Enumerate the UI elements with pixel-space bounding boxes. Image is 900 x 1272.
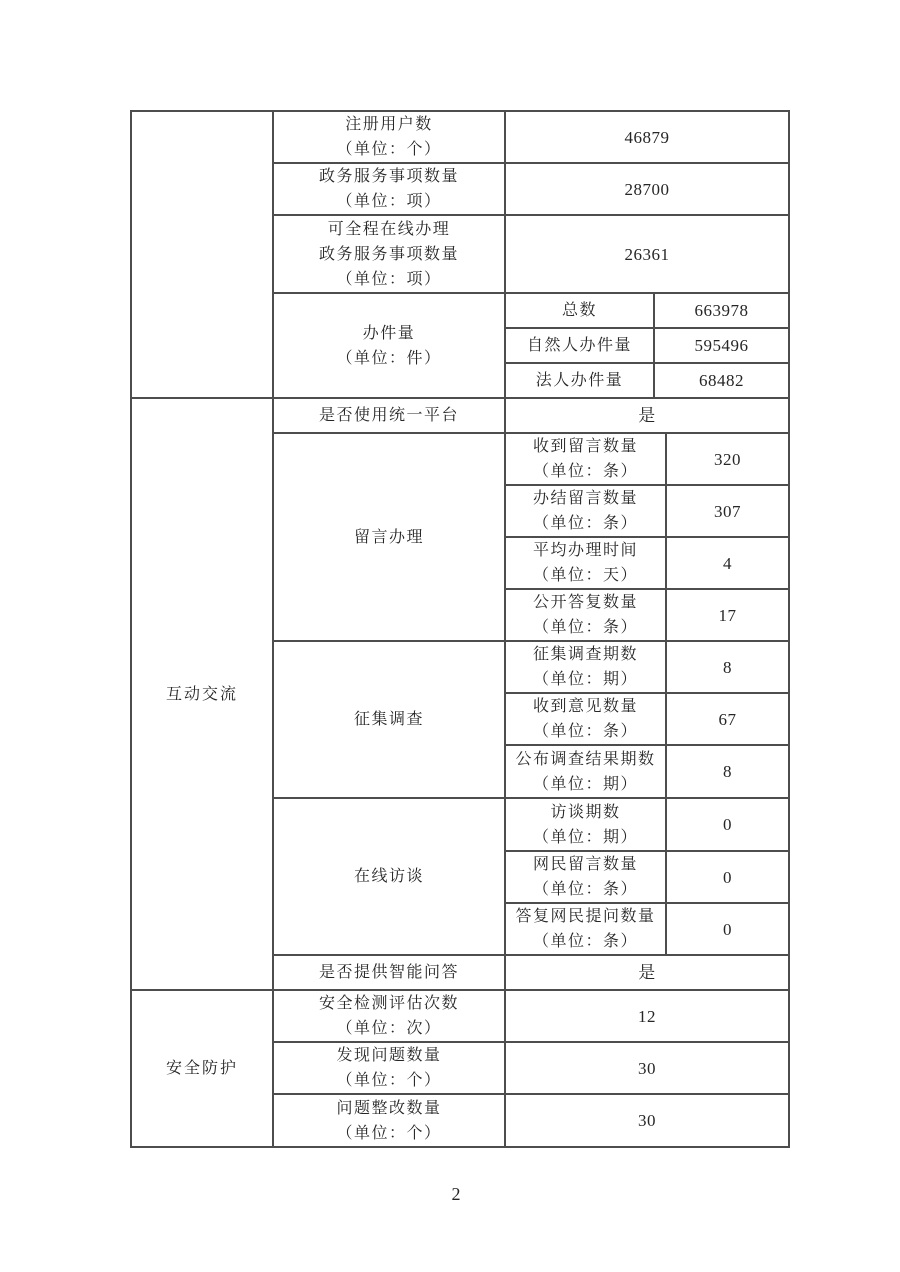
gov-website-report-table bbox=[130, 110, 790, 1148]
label-line-2: （单位：条） bbox=[532, 723, 638, 740]
value-cell-unified-platform: 是 bbox=[505, 398, 789, 433]
label-line-1: 问题整改数量 bbox=[336, 1099, 442, 1117]
label-line-1: 收到留言数量 bbox=[532, 438, 638, 455]
value-cell-average-handling-time: 4 bbox=[666, 537, 789, 589]
label-line-1: 答复网民提问数量 bbox=[515, 908, 656, 925]
label-line-1: 办结留言数量 bbox=[532, 490, 638, 507]
label-line-1: 收到意见数量 bbox=[532, 698, 638, 715]
label-line-1: 办件量 bbox=[362, 324, 416, 342]
label-cell-service-items bbox=[273, 163, 505, 215]
label-cell-problems-fixed bbox=[273, 1094, 505, 1147]
sublabel-cell-legal-person: 法人办件量 bbox=[505, 363, 654, 398]
label-line-1: 公布调查结果期数 bbox=[515, 750, 656, 768]
label-line-1: 网民留言数量 bbox=[532, 856, 638, 873]
value-cell-total: 663978 bbox=[654, 293, 789, 328]
value-cell-public-replies: 17 bbox=[666, 589, 789, 641]
label-cell-online-service-items bbox=[273, 215, 505, 293]
label-line-2: 政务服务事项数量 bbox=[318, 245, 459, 263]
value-cell-online-service-items: 26361 bbox=[505, 215, 789, 293]
category-cell-empty bbox=[131, 111, 273, 398]
group-cell-banjianliang bbox=[273, 293, 505, 398]
label-line-3: （单位：项） bbox=[336, 270, 442, 288]
label-line-2: （单位：个） bbox=[336, 1072, 442, 1089]
label-line-2: （单位：期） bbox=[532, 671, 638, 688]
table-row bbox=[131, 398, 789, 433]
sublabel-cell-average-handling-time bbox=[505, 537, 666, 589]
group-cell-liuyanbanli: 留言办理 bbox=[273, 433, 505, 641]
label-line-1: 注册用户数 bbox=[345, 116, 433, 133]
value-cell-netizen-messages: 0 bbox=[666, 851, 789, 903]
sublabel-cell-total: 总数 bbox=[505, 293, 654, 328]
sublabel-cell-questions-answered bbox=[505, 903, 666, 955]
sublabel-cell-public-replies bbox=[505, 589, 666, 641]
value-cell-opinions-received: 67 bbox=[666, 693, 789, 745]
value-cell-natural-person: 595496 bbox=[654, 328, 789, 363]
label-cell-registered-users bbox=[273, 111, 505, 163]
label-cell-unified-platform: 是否使用统一平台 bbox=[273, 398, 505, 433]
label-line-2: （单位：个） bbox=[336, 1124, 442, 1142]
label-line-1: 政务服务事项数量 bbox=[318, 168, 459, 185]
value-cell-security-assessments: 12 bbox=[505, 990, 789, 1042]
label-line-2: （单位：条） bbox=[532, 881, 638, 898]
label-line-1: 可全程在线办理 bbox=[327, 220, 451, 238]
value-cell-survey-issues: 8 bbox=[666, 641, 789, 693]
label-line-2: （单位：条） bbox=[532, 463, 638, 480]
group-cell-zaixianfangtan: 在线访谈 bbox=[273, 798, 505, 955]
label-line-1: 安全检测评估次数 bbox=[318, 995, 459, 1012]
sublabel-cell-survey-issues bbox=[505, 641, 666, 693]
label-cell-security-assessments bbox=[273, 990, 505, 1042]
value-cell-legal-person: 68482 bbox=[654, 363, 789, 398]
label-line-1: 征集调查期数 bbox=[532, 646, 638, 663]
label-line-1: 发现问题数量 bbox=[336, 1047, 442, 1064]
label-line-1: 平均办理时间 bbox=[532, 542, 638, 559]
sublabel-cell-messages-received bbox=[505, 433, 666, 485]
label-line-2: （单位：次） bbox=[336, 1020, 442, 1037]
value-cell-problems-found: 30 bbox=[505, 1042, 789, 1094]
label-line-1: 公开答复数量 bbox=[532, 594, 638, 611]
label-line-2: （单位：条） bbox=[532, 933, 638, 950]
table-row bbox=[131, 990, 789, 1042]
label-line-2: （单位：件） bbox=[336, 349, 442, 367]
label-line-2: （单位：期） bbox=[532, 775, 638, 793]
sublabel-cell-messages-resolved bbox=[505, 485, 666, 537]
value-cell-messages-received: 320 bbox=[666, 433, 789, 485]
sublabel-cell-natural-person: 自然人办件量 bbox=[505, 328, 654, 363]
value-cell-messages-resolved: 307 bbox=[666, 485, 789, 537]
value-cell-survey-results-published: 8 bbox=[666, 745, 789, 798]
label-line-2: （单位：个） bbox=[336, 141, 442, 158]
sublabel-cell-survey-results-published bbox=[505, 745, 666, 798]
label-line-2: （单位：条） bbox=[532, 515, 638, 532]
label-cell-smart-qa: 是否提供智能问答 bbox=[273, 955, 505, 990]
value-cell-smart-qa: 是 bbox=[505, 955, 789, 990]
label-line-1: 访谈期数 bbox=[550, 803, 621, 821]
label-line-2: （单位：项） bbox=[336, 193, 442, 210]
report-table-sheet bbox=[130, 110, 790, 1148]
label-line-2: （单位：期） bbox=[532, 828, 638, 846]
value-cell-service-items: 28700 bbox=[505, 163, 789, 215]
table-row bbox=[131, 111, 789, 163]
category-cell-hudongjiaoliu: 互动交流 bbox=[131, 398, 273, 990]
label-cell-problems-found bbox=[273, 1042, 505, 1094]
group-cell-zhengjidiaocha: 征集调查 bbox=[273, 641, 505, 798]
value-cell-registered-users: 46879 bbox=[505, 111, 789, 163]
label-line-2: （单位：天） bbox=[532, 567, 638, 584]
category-cell-anquanfanghu: 安全防护 bbox=[131, 990, 273, 1147]
sublabel-cell-opinions-received bbox=[505, 693, 666, 745]
value-cell-problems-fixed: 30 bbox=[505, 1094, 789, 1147]
sublabel-cell-interview-issues bbox=[505, 798, 666, 851]
value-cell-questions-answered: 0 bbox=[666, 903, 789, 955]
value-cell-interview-issues: 0 bbox=[666, 798, 789, 851]
sublabel-cell-netizen-messages bbox=[505, 851, 666, 903]
label-line-2: （单位：条） bbox=[532, 619, 638, 636]
page-number: 2 bbox=[451, 1184, 461, 1204]
